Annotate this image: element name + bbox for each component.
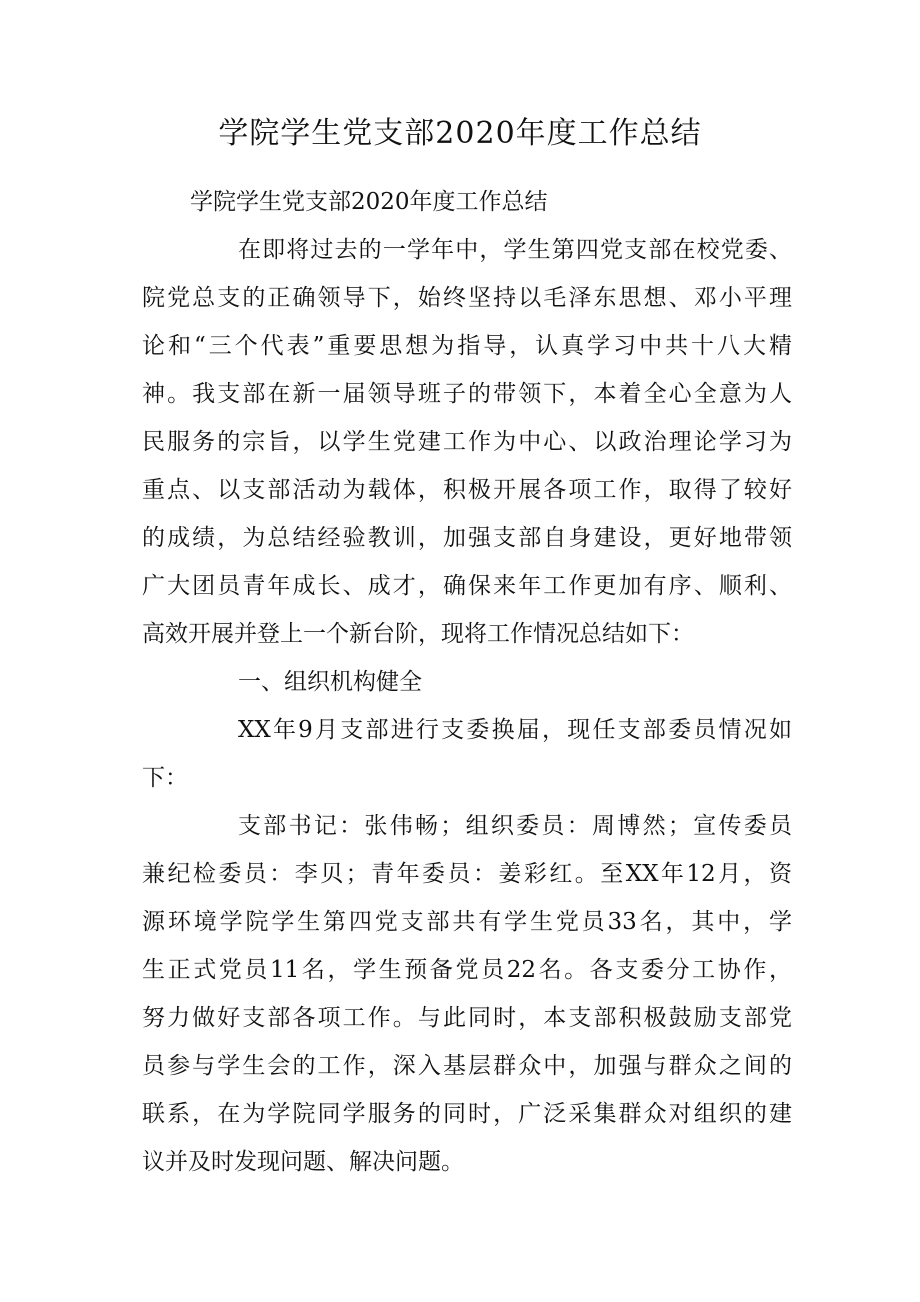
paragraph-line: 联系，在为学院同学服务的同时，广泛采集群众对组织的建 [142,1101,792,1127]
document-title: 学院学生党支部2020年度工作总结 [218,116,702,151]
paragraph-line: 神。我支部在新一届领导班子的带领下，本着全心全意为人 [142,381,792,407]
paragraph-line: 兼纪检委员：李贝；青年委员：姜彩红。至XX年12月，资 [142,861,792,887]
paragraph-line: 源环境学院学生第四党支部共有学生党员33名，其中，学 [142,909,792,935]
paragraph-line: 论和“三个代表”重要思想为指导，认真学习中共十八大精 [142,333,792,359]
section-heading: 一、组织机构健全 [238,669,422,695]
paragraph-line: 的成绩，为总结经验教训，加强支部自身建设，更好地带领 [142,525,792,551]
document-subtitle: 学院学生党支部2020年度工作总结 [190,189,548,215]
paragraph-line: 在即将过去的一学年中，学生第四党支部在校党委、 [238,237,792,263]
paragraph-line: 议并及时发现问题、解决问题。 [142,1149,464,1175]
paragraph-line: XX年9月支部进行支委换届，现任支部委员情况如 [238,717,792,743]
paragraph-line: 下： [142,765,188,791]
paragraph-line: 支部书记：张伟畅；组织委员：周博然；宣传委员 [238,813,792,839]
paragraph-line: 努力做好支部各项工作。与此同时，本支部积极鼓励支部党 [142,1005,792,1031]
paragraph-line: 广大团员青年成长、成才，确保来年工作更加有序、顺利、 [142,573,792,599]
paragraph-line: 生正式党员11名，学生预备党员22名。各支委分工协作， [142,957,792,983]
paragraph-line: 民服务的宗旨，以学生党建工作为中心、以政治理论学习为 [142,429,792,455]
paragraph-line: 员参与学生会的工作，深入基层群众中，加强与群众之间的 [142,1053,792,1079]
paragraph-line: 院党总支的正确领导下，始终坚持以毛泽东思想、邓小平理 [142,285,792,311]
paragraph-line: 重点、以支部活动为载体，积极开展各项工作，取得了较好 [142,477,792,503]
paragraph-line: 高效开展并登上一个新台阶，现将工作情况总结如下： [142,621,694,647]
